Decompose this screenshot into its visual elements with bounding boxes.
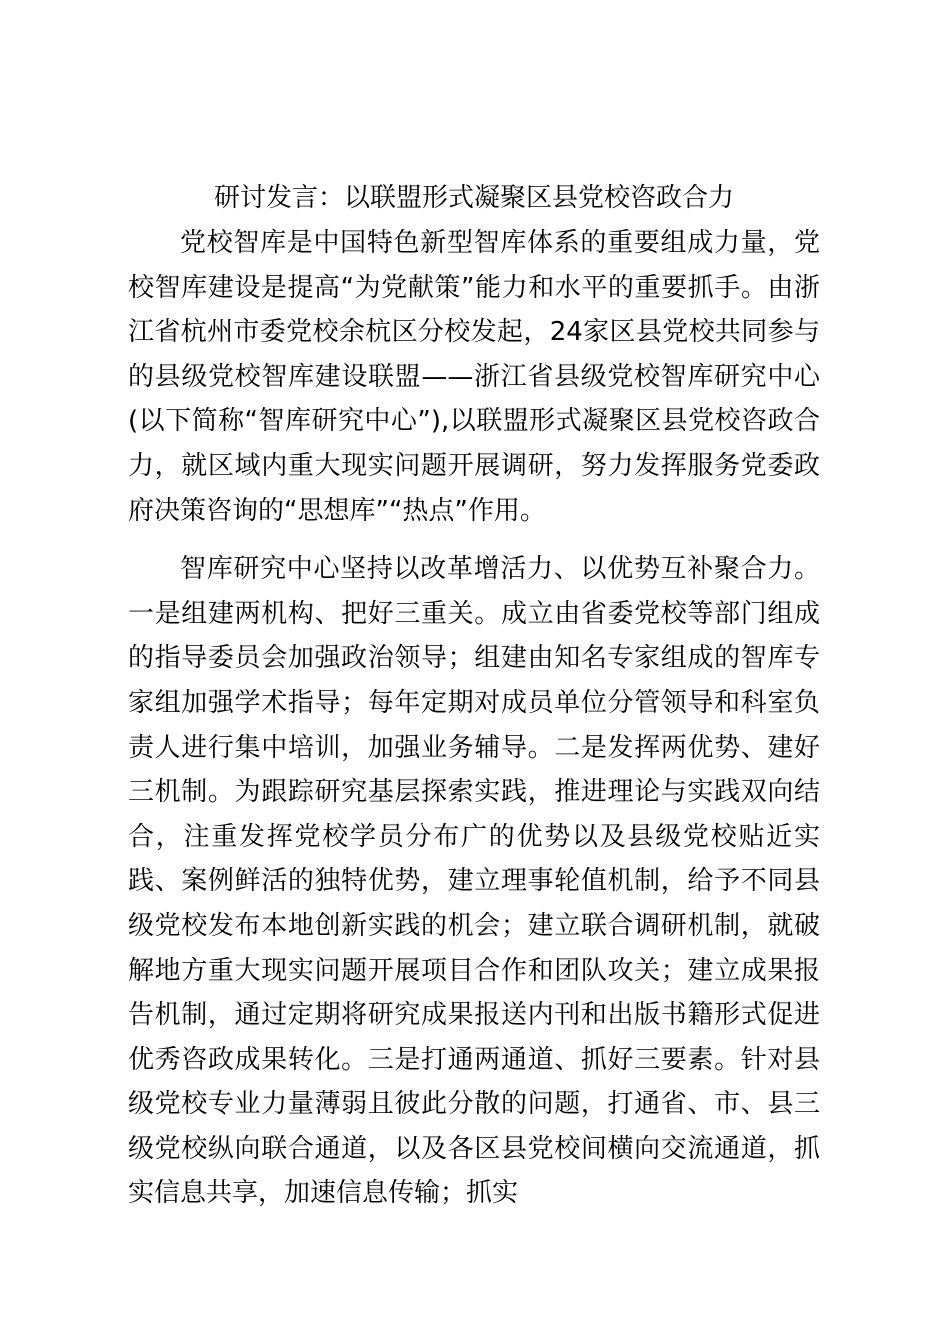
paragraph-1: 党校智库是中国特色新型智库体系的重要组成力量，党校智库建设是提高“为党献策”能力和水平的重要抓手。由浙江省杭州市委党校余杭区分校发起，24家区县党校共同参与的县级党校智库建设联盟——浙江省县级党校智库研究中心(以下简称“智库研究中心”),以联盟形式凝聚区县党校咨政合力，就区域内重大现实问题开展调研，努力发挥服务党委政府决策咨询的“思想库”“热点”作用。: [128, 228, 820, 526]
paragraph-2: 智库研究中心坚持以改革增活力、以优势互补聚合力。一是组建两机构、把好三重关。成立由省委党校等部门组成的指导委员会加强政治领导；组建由知名专家组成的智库专家组加强学术指导；每年定期对成员单位分管领导和科室负责人进行集中培训，加强业务辅导。二是发挥两优势、建好三机制。为跟踪研究基层探索实践，推进理论与实践双向结合，注重发挥党校学员分布广的优势以及县级党校贴近实践、案例鲜活的独特优势，建立理事轮值机制，给予不同县级党校发布本地创新实践的机会；建立联合调研机制，就破解地方重大现实问题开展项目合作和团队攻关；建立成果报告机制，通过定期将研究成果报送内刊和出版书籍形式促进优秀咨政成果转化。三是打通两通道、抓好三要素。针对县级党校专业力量薄弱且彼此分散的问题，打通省、市、县三级党校纵向联合通道，以及各区县党校间横向交流通道，抓实信息共享，加速信息传输；抓实: [128, 554, 820, 1209]
document-page: [128, 176, 820, 1216]
document-title: 研讨发言：以联盟形式凝聚区县党校咨政合力: [213, 183, 734, 213]
